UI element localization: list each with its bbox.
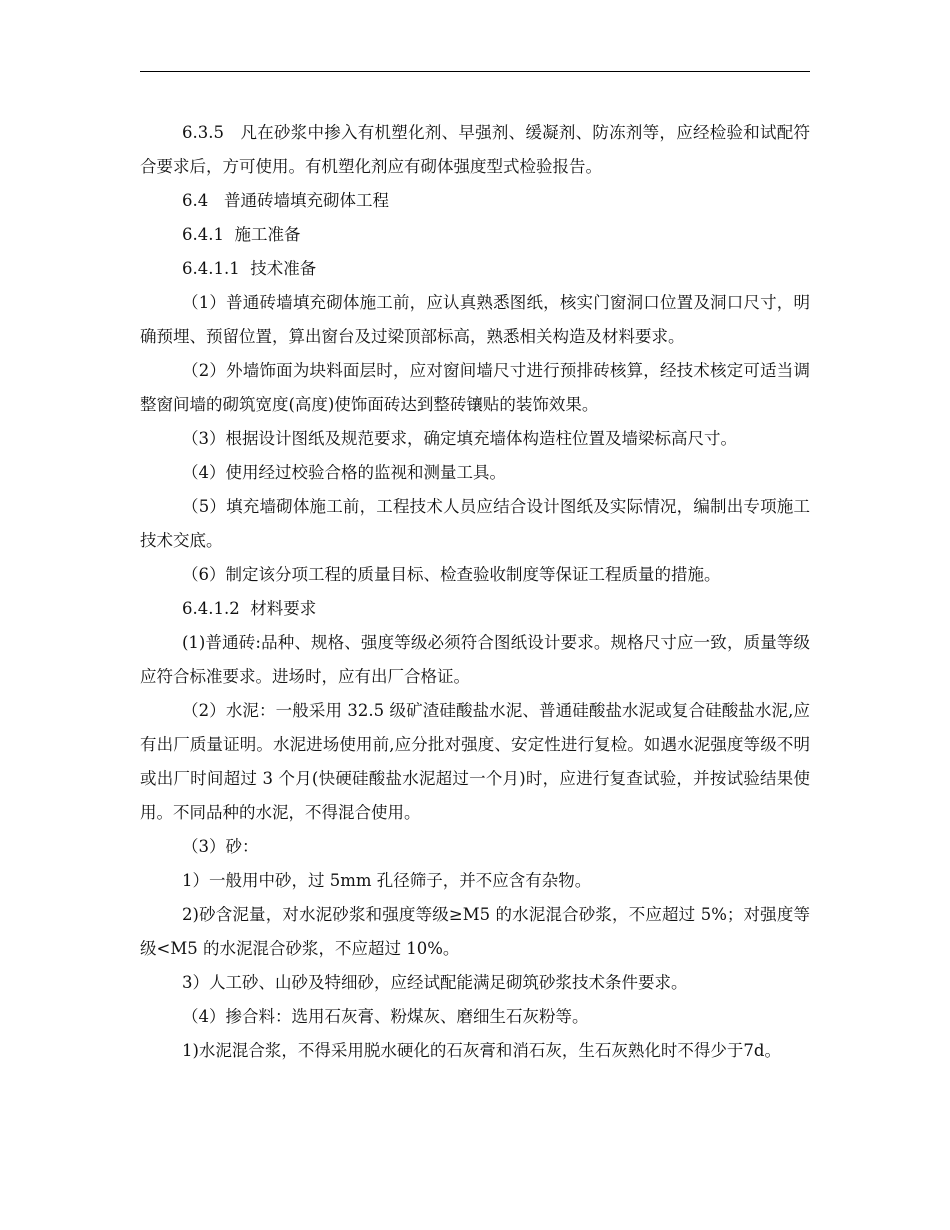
list-item: 1)水泥混合浆，不得采用脱水硬化的石灰膏和消石灰，生石灰熟化时不得少于7d。 [182,1041,781,1060]
list-item: (1)普通砖:品种、规格、强度等级必须符合图纸设计要求。规格尺寸应一致，质量等级应符合标准要求。进场时，应有出厂合格证。 [140,633,810,686]
list-item: 2)砂含泥量，对水泥砂浆和强度等级≥M5 的水泥混合砂浆，不应超过 5%；对强度等级<M5 的水泥混合砂浆，不应超过 10%。 [140,905,810,958]
list-item: （3）砂： [182,837,259,856]
header-rule [140,71,810,72]
list-item: （5）填充墙砌体施工前，工程技术人员应结合设计图纸及实际情况，编制出专项施工技术交底。 [140,497,810,550]
list-item: 3）人工砂、山砂及特细砂，应经试配能满足砌筑砂浆技术条件要求。 [182,973,688,992]
list-item: （6）制定该分项工程的质量目标、检查验收制度等保证工程质量的措施。 [182,565,721,584]
list-item: （2）外墙饰面为块料面层时，应对窗间墙尺寸进行预排砖核算，经技术核定可适当调整窗间墙的砌筑宽度(高度)使饰面砖达到整砖镶贴的装饰效果。 [140,361,810,414]
subsection-heading: 6.4.1.2 材料要求 [182,599,317,618]
list-item: （4）使用经过校验合格的监视和测量工具。 [182,463,506,482]
paragraph: 6.3.5 凡在砂浆中掺入有机塑化剂、早强剂、缓凝剂、防冻剂等，应经检验和试配符合要求后，方可使用。有机塑化剂应有砌体强度型式检验报告。 [140,123,810,176]
subsection-heading: 6.4.1.1 技术准备 [182,259,317,278]
list-item: （1）普通砖墙填充砌体施工前，应认真熟悉图纸，核实门窗洞口位置及洞口尺寸，明确预埋、预留位置，算出窗台及过梁顶部标高，熟悉相关构造及材料要求。 [140,293,810,346]
subsection-heading: 6.4.1 施工准备 [182,225,301,244]
list-item: （2）水泥：一般采用 32.5 级矿渣硅酸盐水泥、普通硅酸盐水泥或复合硅酸盐水泥,应有出厂质量证明。水泥进场使用前,应分批对强度、安定性进行复检。如遇水泥强度等级不明或出厂时间超过 3 个月(快硬硅酸盐水泥超过一个月)时，应进行复查试验，并按试验结果使用。不同品种的水泥，不得混合使用。 [140,701,810,822]
list-item: （4）掺合料：选用石灰膏、粉煤灰、磨细生石灰粉等。 [182,1007,589,1026]
document-body [140,116,810,1068]
list-item: 1）一般用中砂，过 5mm 孔径筛子，并不应含有杂物。 [182,871,592,890]
list-item: （3）根据设计图纸及规范要求，确定填充墙体构造柱位置及墙梁标高尺寸。 [182,429,737,448]
section-heading: 6.4 普通砖墙填充砌体工程 [182,191,389,210]
